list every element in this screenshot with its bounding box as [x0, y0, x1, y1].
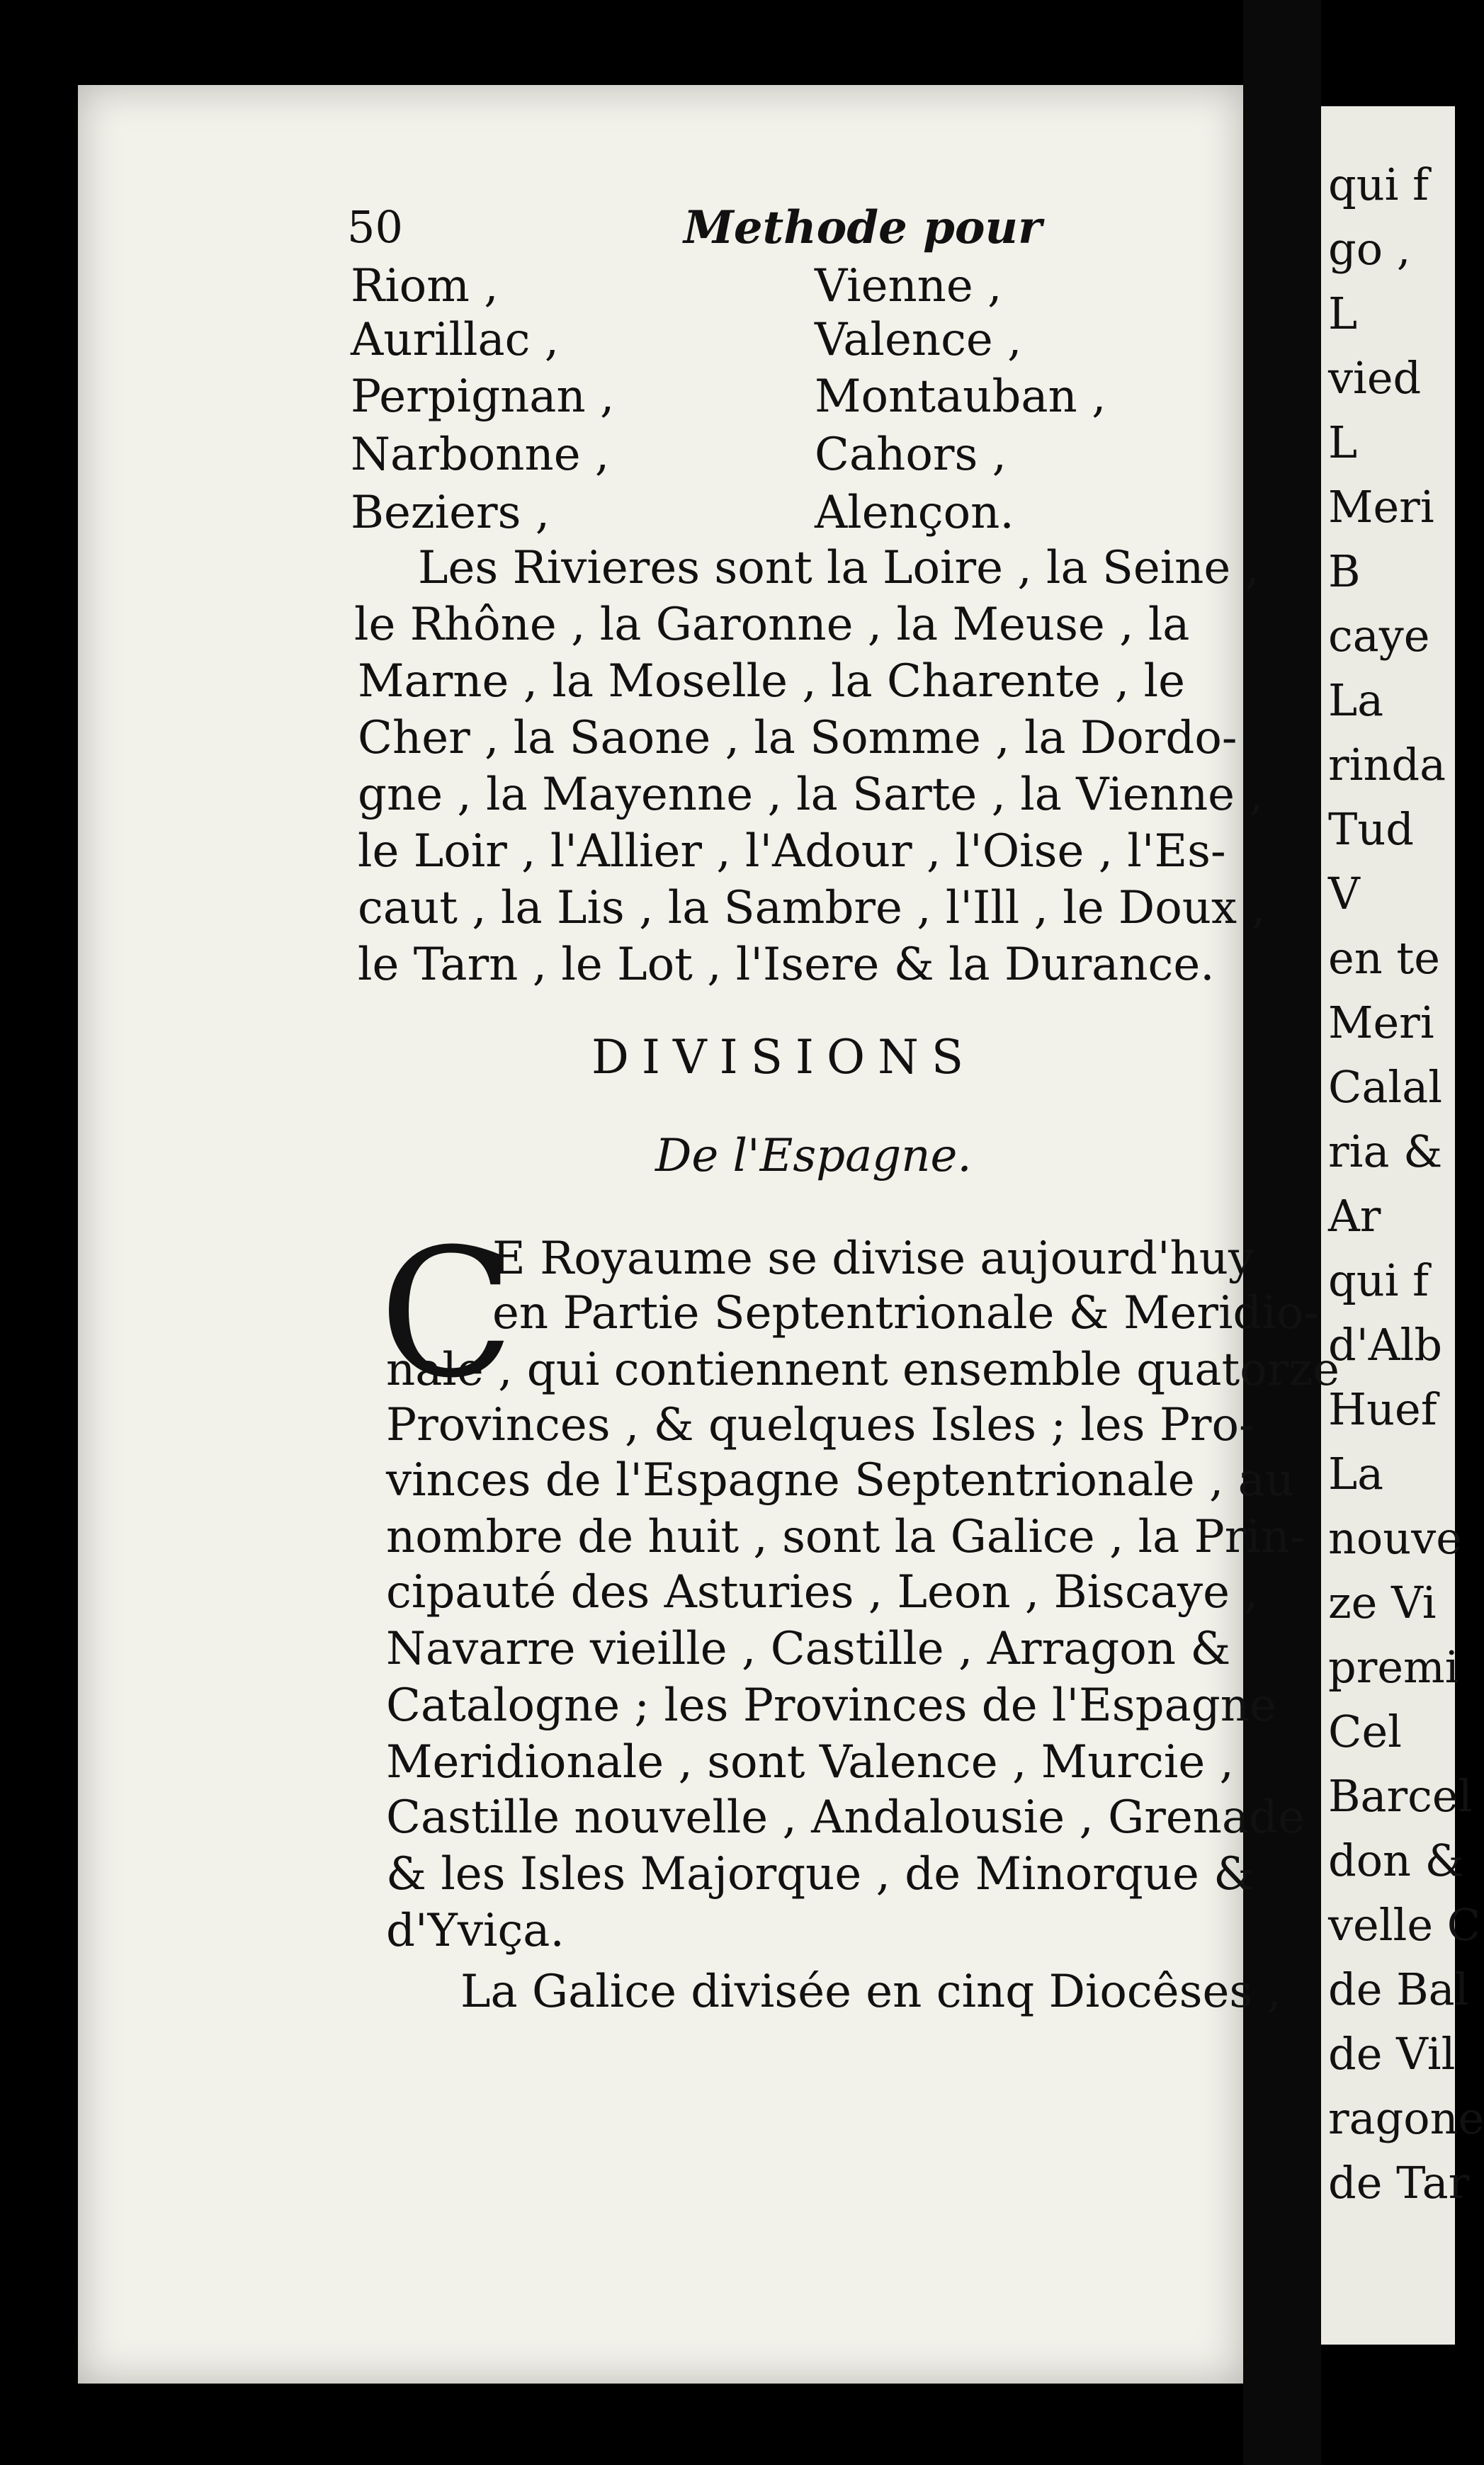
city-right: Valence , [815, 314, 1022, 366]
text-line: Meridionale , sont Valence , Murcie , [386, 1736, 1234, 1789]
facing-page-fragment: velle C [1328, 1899, 1481, 1951]
facing-page-fragment: Meri [1328, 997, 1434, 1048]
facing-page-fragment: de Tar [1328, 2157, 1470, 2209]
city-left: Perpignan , [351, 370, 615, 423]
galice-paragraph: La Galice divisée en cinq Diocêses , [460, 1966, 1281, 2018]
city-left: Beziers , [351, 487, 550, 539]
text-line: nombre de huit , sont la Galice , la Prin- [386, 1511, 1305, 1563]
facing-page-fragment: caye [1328, 610, 1430, 662]
facing-page-fragment: premi [1328, 1641, 1459, 1693]
city-left: Aurillac , [351, 314, 560, 366]
facing-page-fragment: don & [1328, 1835, 1464, 1886]
text-line: gne , la Mayenne , la Sarte , la Vienne , [358, 769, 1264, 821]
facing-page-fragment: Ar [1328, 1190, 1381, 1242]
facing-page-fragment: d'Alb [1328, 1319, 1443, 1371]
text-line: Navarre vieille , Castille , Arragon & [386, 1623, 1231, 1675]
section-subtitle: De l'Espagne. [655, 1130, 972, 1182]
text-line: E Royaume se divise aujourd'huy [492, 1232, 1254, 1285]
facing-page-fragment: rinda [1328, 739, 1446, 790]
facing-page-fragment: Tud [1328, 803, 1414, 855]
facing-page-fragment: qui f [1328, 1254, 1429, 1306]
text-line: le Tarn , le Lot , l'Isere & la Durance. [358, 939, 1215, 991]
page-number: 50 [347, 201, 403, 253]
city-right: Alençon. [815, 487, 1014, 539]
text-line: d'Yviça. [386, 1905, 565, 1957]
text-line: en Partie Septentrionale & Meridio- [492, 1287, 1320, 1339]
facing-page-fragment: La [1328, 674, 1384, 726]
facing-page-fragment: Barcel [1328, 1770, 1473, 1822]
text-line: Catalogne ; les Provinces de l'Espagne [386, 1679, 1276, 1732]
facing-page-fragment: ria & [1328, 1126, 1443, 1177]
facing-page-fragment: B [1328, 545, 1361, 597]
text-line: vinces de l'Espagne Septentrionale , au [386, 1454, 1295, 1507]
facing-page-fragment: La [1328, 1448, 1384, 1500]
facing-page-fragment: go , [1328, 223, 1411, 275]
facing-page-fragment: Meri [1328, 481, 1434, 533]
text-line: caut , la Lis , la Sambre , l'Ill , le Doux , [358, 882, 1266, 934]
text-line: nale , qui contiennent ensemble quatorze [386, 1344, 1339, 1396]
facing-page-fragment: L [1328, 416, 1358, 468]
facing-page-fragment: nouve [1328, 1512, 1462, 1564]
section-title: DIVISIONS [591, 1030, 977, 1084]
facing-page-fragment: L [1328, 288, 1358, 339]
city-left: Narbonne , [351, 429, 610, 481]
text-line: Provinces , & quelques Isles ; les Pro- [386, 1399, 1254, 1451]
facing-page-fragment: ze Vi [1328, 1577, 1437, 1628]
facing-page-fragment: de Vil [1328, 2028, 1456, 2080]
text-line: Les Rivieres sont la Loire , la Seine , [418, 542, 1259, 594]
running-head: Methode pour [684, 201, 1042, 254]
facing-page-fragment: V [1328, 868, 1360, 919]
facing-page-fragment: ragone [1328, 2092, 1484, 2144]
city-right: Cahors , [815, 429, 1007, 481]
facing-page [1321, 106, 1484, 2345]
city-left: Riom , [351, 260, 499, 312]
text-line: Cher , la Saone , la Somme , la Dordo- [358, 712, 1237, 764]
book-gutter [1243, 0, 1321, 2465]
drop-cap: C [379, 1211, 515, 1417]
facing-page-fragment: de Bal [1328, 1964, 1469, 2015]
text-line: Marne , la Moselle , la Charente , le [358, 655, 1185, 708]
facing-page-fragment: Calal [1328, 1061, 1443, 1113]
text-line: cipauté des Asturies , Leon , Biscaye , [386, 1566, 1259, 1619]
text-line: Castille nouvelle , Andalousie , Grenade [386, 1791, 1305, 1844]
facing-page-fragment: qui f [1328, 159, 1429, 210]
city-right: Montauban , [815, 370, 1106, 423]
text-line: le Loir , l'Allier , l'Adour , l'Oise , l'Es- [358, 825, 1226, 878]
text-line: le Rhône , la Garonne , la Meuse , la [354, 599, 1190, 651]
facing-page-fragment: vied [1328, 352, 1422, 404]
facing-page-fragment: en te [1328, 932, 1440, 984]
city-right: Vienne , [815, 260, 1002, 312]
text-line: & les Isles Majorque , de Minorque & [386, 1848, 1254, 1900]
facing-page-fragment: Cel [1328, 1706, 1402, 1757]
facing-page-fragment: Huef [1328, 1383, 1437, 1435]
